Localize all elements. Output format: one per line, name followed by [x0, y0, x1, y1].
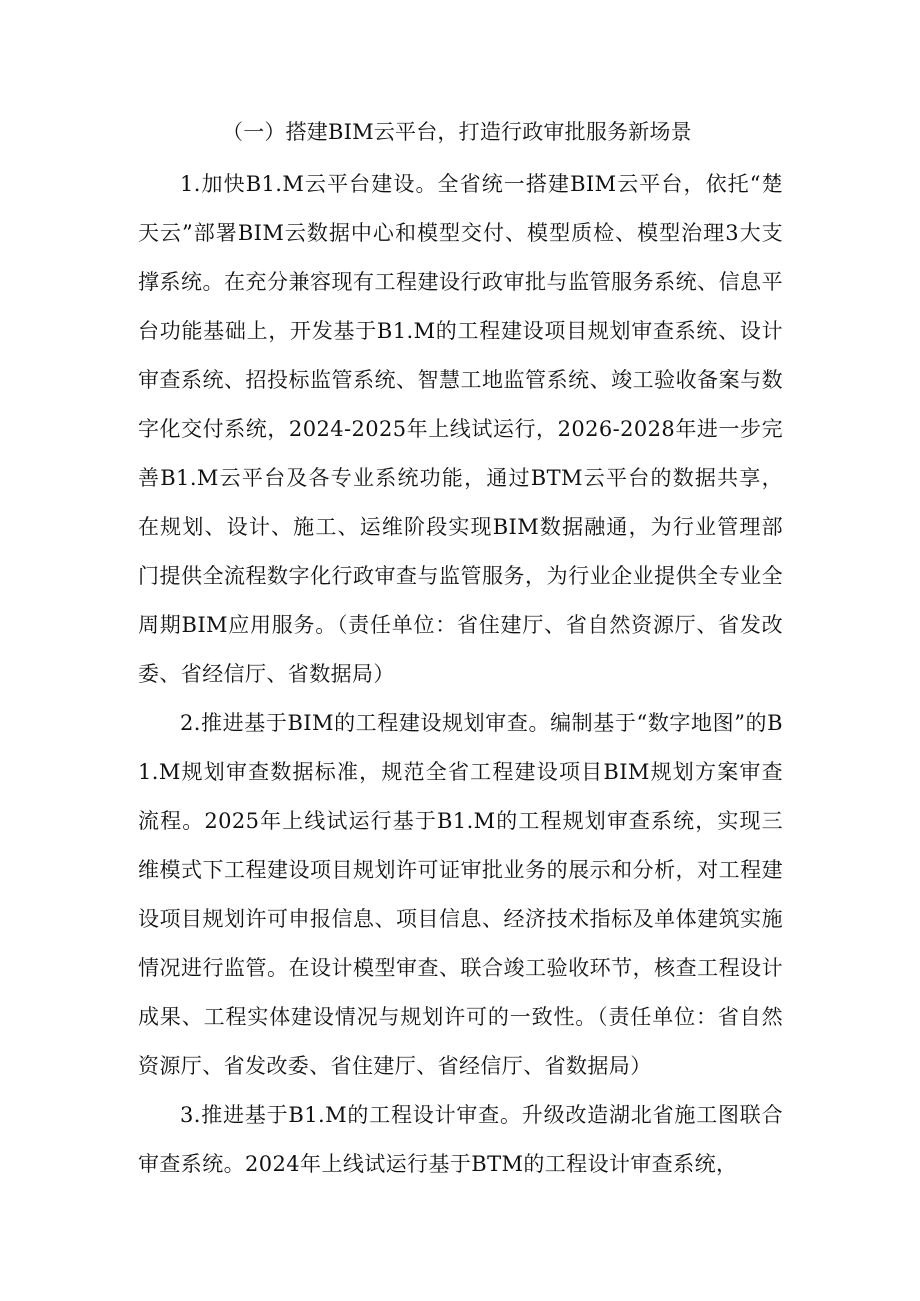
paragraph-planning-review: 2.推进基于BIM的工程建设规划审查。编制基于“数字地图”的B1.M规划审查数据标准，规范全省工程建设项目BIM规划方案审查流程。2025年上线试运行基于B1.M的工程规划审查系统，实现三维模式下工程建设项目规划许可证审批业务的展示和分析，对工程建设项目规划许可申报信息、项目信息、经济技术指标及单体建筑实施情况进行监管。在设计模型审查、联合竣工验收环节，核查工程设计成果、工程实体建设情况与规划许可的一致性。（责任单位：省自然资源厅、省发改委、省住建厅、省经信厅、省数据局）	[138, 711, 783, 1078]
document-body	[138, 110, 783, 1189]
paragraph-design-review: 3.推进基于B1.M的工程设计审查。升级改造湖北省施工图联合审查系统。2024年上线试运行基于BTM的工程设计审查系统，	[138, 1103, 783, 1176]
paragraph-bim-cloud-platform: 1.加快B1.M云平台建设。全省统一搭建BIM云平台，依托“楚天云”部署BIM云数据中心和模型交付、模型质检、模型治理3大支撑系统。在充分兼容现有工程建设行政审批与监管服务系统、信息平台功能基础上，开发基于B1.M的工程建设项目规划审查系统、设计审查系统、招投标监管系统、智慧工地监管系统、竣工验收备案与数字化交付系统，2024-2025年上线试运行，2026-2028年进一步完善B1.M云平台及各专业系统功能，通过BTM云平台的数据共享，在规划、设计、施工、运维阶段实现BIM数据融通，为行业管理部门提供全流程数字化行政审查与监管服务，为行业企业提供全专业全周期BIM应用服务。（责任单位：省住建厅、省自然资源厅、省发改委、省经信厅、省数据局）	[138, 172, 783, 686]
section-heading: （一）搭建BIM云平台，打造行政审批服务新场景	[222, 120, 692, 144]
